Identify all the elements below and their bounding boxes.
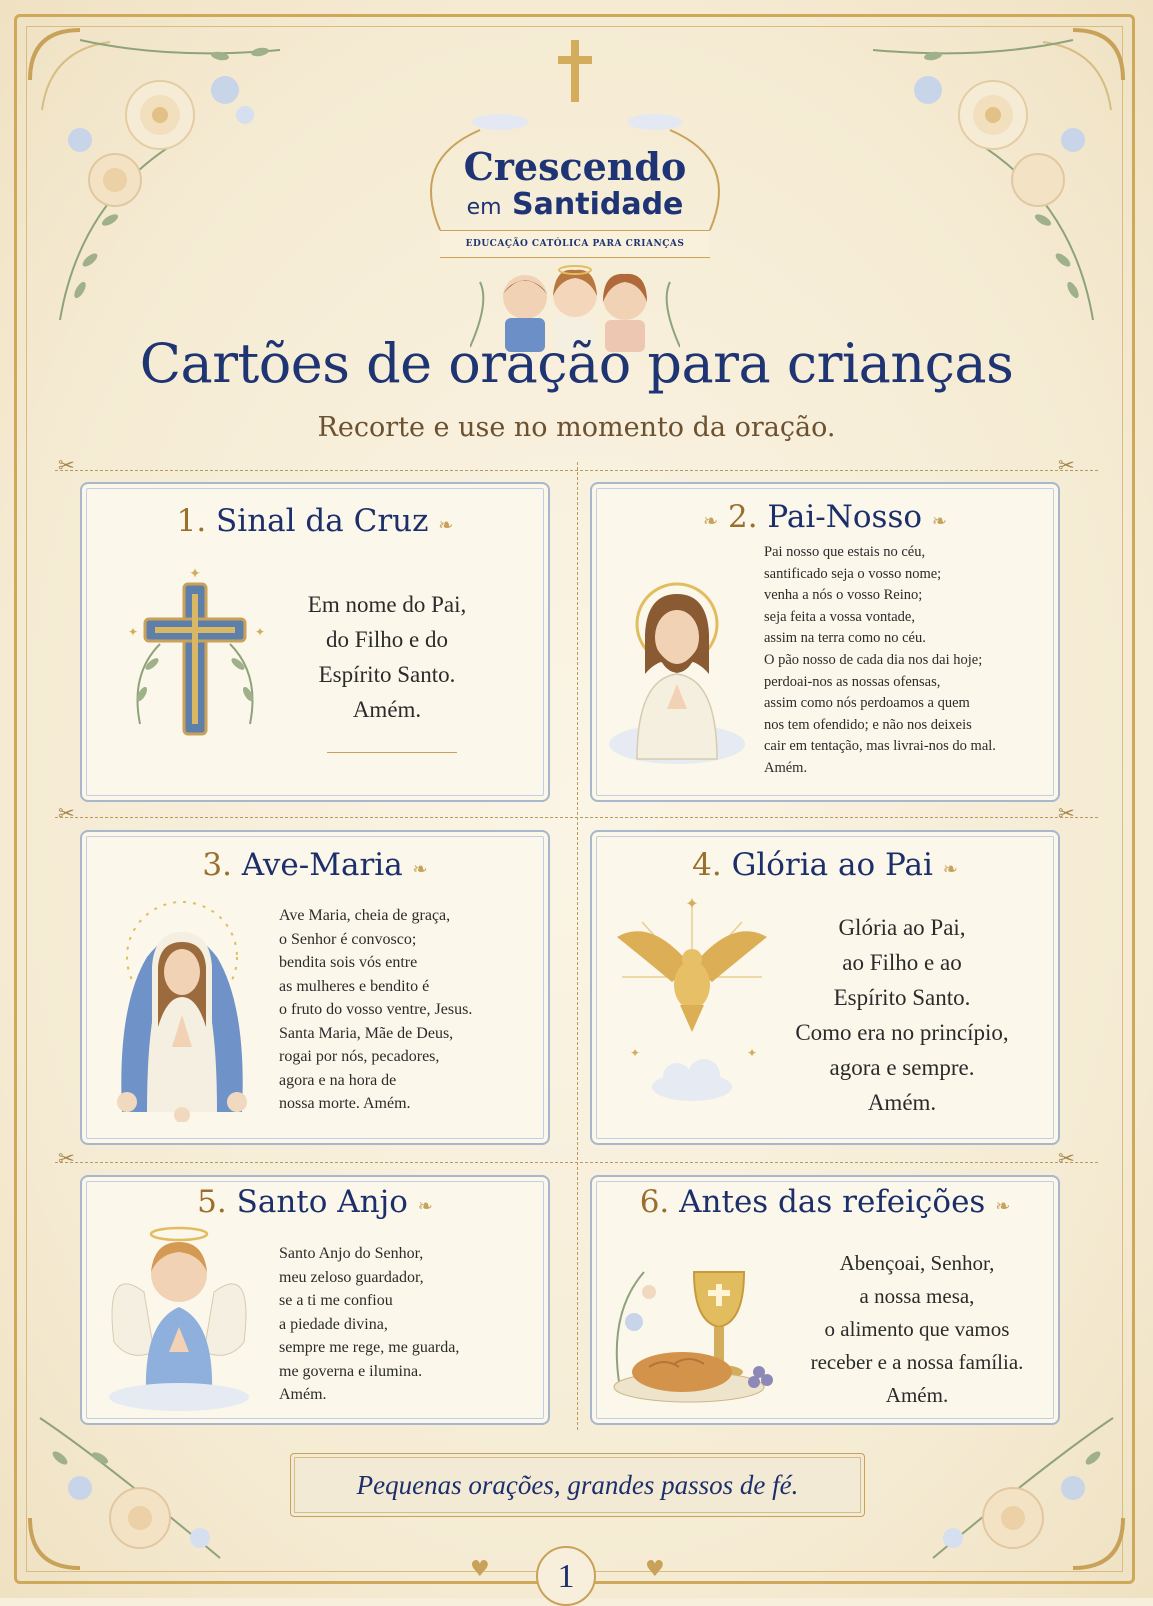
- card-title: [592, 499, 1058, 535]
- prayer-line: perdoai-nos as nossas ofensas,: [764, 673, 941, 690]
- mary-praying-icon: [102, 887, 262, 1122]
- card-number: 1.: [176, 503, 207, 539]
- prayer-line: receber e a nossa família.: [810, 1350, 1024, 1374]
- cross-icon: [558, 40, 592, 102]
- prayer-text: [279, 1242, 539, 1407]
- prayer-line: O pão nosso de cada dia nos dai hoje;: [764, 651, 983, 668]
- prayer-line: ao Filho e ao: [842, 950, 962, 975]
- prayer-line: me governa e ilumina.: [279, 1362, 423, 1380]
- prayer-line: o Senhor é convosco;: [279, 930, 417, 948]
- card-title: [82, 1184, 548, 1220]
- sprig-icon: ❧: [995, 1196, 1011, 1217]
- card-number: 6.: [639, 1184, 670, 1220]
- scissors-icon: ✂: [58, 801, 75, 825]
- prayer-line: Ave Maria, cheia de graça,: [279, 907, 451, 924]
- card-title: [592, 847, 1058, 883]
- brand-name-line1: Crescendo: [463, 144, 687, 189]
- prayer-line: Espírito Santo.: [318, 662, 456, 687]
- card-title: [592, 1184, 1058, 1220]
- prayer-line: assim na terra como no céu.: [764, 630, 926, 647]
- prayer-line: nos tem ofendido; e não nos deixeis: [764, 716, 972, 733]
- prayer-card-pai-nosso: [590, 482, 1060, 802]
- chalice-bread-icon: [604, 1232, 784, 1412]
- floral-corner-icon: [20, 1398, 250, 1578]
- sprig-icon: ❧: [438, 515, 454, 536]
- prayer-card-ave-maria: [80, 830, 550, 1145]
- ornament-divider: [327, 752, 457, 753]
- prayer-line: Pai nosso que estais no céu,: [764, 544, 926, 560]
- prayer-line: Abençoai, Senhor,: [839, 1251, 995, 1275]
- motto-text: Pequenas orações, grandes passos de fé.: [356, 1470, 799, 1500]
- prayer-line: se a ti me confiou: [279, 1292, 393, 1309]
- heart-icon: ♥: [470, 1557, 490, 1582]
- svg-text:✦: ✦: [747, 1046, 758, 1060]
- cross-icon: [120, 564, 270, 754]
- prayer-line: Santo Anjo do Senhor,: [279, 1245, 424, 1262]
- prayer-line: nossa morte. Amém.: [279, 1095, 411, 1112]
- card-title-text: Glória ao Pai: [731, 847, 933, 883]
- prayer-line: Santa Maria, Mãe de Deus,: [279, 1024, 454, 1042]
- prayer-line: cair em tentação, mas livrai-nos do mal.: [764, 738, 996, 755]
- prayer-line: o fruto do vosso ventre, Jesus.: [279, 1001, 473, 1018]
- card-title-text: Antes das refeições: [679, 1184, 986, 1220]
- prayer-line: Amém.: [885, 1383, 949, 1407]
- card-title: [82, 847, 548, 883]
- angel-icon: [104, 1222, 254, 1412]
- prayer-card-sinal-da-cruz: [80, 482, 550, 802]
- prayer-line: bendita sois vós entre: [279, 954, 418, 971]
- prayer-line: do Filho e do: [325, 627, 449, 652]
- prayer-line: Em nome do Pai,: [307, 592, 467, 617]
- jesus-praying-icon: [607, 579, 747, 764]
- prayer-line: rogai por nós, pecadores,: [279, 1048, 440, 1065]
- prayer-line: seja feita a vossa vontade,: [764, 608, 915, 625]
- card-title-text: Ave-Maria: [241, 847, 403, 883]
- card-title-text: Sinal da Cruz: [216, 503, 429, 539]
- prayer-card-santo-anjo: [80, 1175, 550, 1425]
- scissors-icon: ✂: [1058, 1146, 1075, 1170]
- prayer-text: [279, 904, 539, 1116]
- prayer-line: Amém.: [352, 697, 422, 722]
- prayer-line: Amém.: [764, 759, 808, 776]
- svg-text:✦: ✦: [685, 897, 699, 913]
- dove-icon: [612, 897, 772, 1117]
- prayer-text: [767, 910, 1037, 1120]
- prayer-line: Espírito Santo.: [833, 985, 971, 1010]
- prayer-line: as mulheres e bendito é: [279, 977, 430, 995]
- scissors-icon: ✂: [1058, 801, 1075, 825]
- prayer-line: assim como nós perdoamos a quem: [764, 695, 970, 712]
- svg-text:✦: ✦: [128, 625, 139, 639]
- floral-corner-icon: [20, 20, 320, 320]
- page-number: 1: [536, 1546, 596, 1606]
- cut-line: [577, 462, 578, 1430]
- card-number: 4.: [692, 847, 722, 883]
- motto-banner: [290, 1453, 865, 1517]
- brand-name-main: Santidade: [512, 187, 684, 222]
- scissors-icon: ✂: [58, 1146, 75, 1170]
- prayer-line: santificado seja o vosso nome;: [764, 565, 942, 582]
- card-number: 2.: [727, 499, 758, 535]
- brand-logo: [380, 40, 770, 340]
- prayer-line: a nossa mesa,: [859, 1284, 975, 1308]
- card-number: 3.: [202, 847, 232, 883]
- prayer-text: [782, 1247, 1052, 1412]
- sprig-icon: ❧: [942, 859, 958, 880]
- sprig-icon: ❧: [703, 511, 719, 532]
- sprig-icon: ❧: [417, 1196, 433, 1217]
- sprig-icon: ❧: [931, 511, 947, 532]
- card-title-text: Pai-Nosso: [767, 499, 923, 535]
- scissors-icon: ✂: [58, 453, 75, 477]
- prayer-line: Glória ao Pai,: [838, 915, 966, 940]
- prayer-line: agora e sempre.: [829, 1055, 975, 1080]
- card-title-text: Santo Anjo: [236, 1184, 408, 1220]
- card-title: [82, 503, 548, 539]
- prayer-line: meu zeloso guardador,: [279, 1268, 424, 1286]
- scissors-icon: ✂: [1058, 453, 1075, 477]
- svg-text:✦: ✦: [189, 566, 201, 582]
- floral-corner-icon: [833, 20, 1133, 320]
- prayer-line: Amém.: [867, 1090, 937, 1115]
- heart-icon: ♥: [645, 1557, 665, 1582]
- card-number: 5.: [197, 1184, 227, 1220]
- brand-name-line2: [380, 187, 770, 222]
- brand-name-prefix: em: [466, 195, 502, 220]
- prayer-card-antes-das-refeicoes: [590, 1175, 1060, 1425]
- prayer-line: a piedade divina,: [279, 1315, 388, 1333]
- prayer-line: sempre me rege, me guarda,: [279, 1339, 460, 1356]
- svg-text:✦: ✦: [630, 1046, 641, 1060]
- page-subtitle: Recorte e use no momento da oração.: [317, 412, 836, 443]
- prayer-line: agora e na hora de: [279, 1071, 397, 1089]
- prayer-line: Como era no princípio,: [795, 1020, 1009, 1045]
- svg-text:✦: ✦: [255, 625, 266, 639]
- prayer-line: o alimento que vamos: [824, 1317, 1010, 1341]
- prayer-text: [277, 587, 497, 727]
- prayer-card-gloria-ao-pai: [590, 830, 1060, 1145]
- prayer-text: [764, 542, 1059, 780]
- floral-corner-icon: [903, 1398, 1133, 1578]
- sprig-icon: ❧: [412, 859, 428, 880]
- brand-tagline: EDUCAÇÃO CATÓLICA PARA CRIANÇAS: [440, 230, 710, 258]
- page-title: Cartões de oração para crianças: [139, 332, 1014, 395]
- prayer-line: Amém.: [279, 1386, 327, 1403]
- prayer-line: venha a nós o vosso Reino;: [764, 587, 923, 604]
